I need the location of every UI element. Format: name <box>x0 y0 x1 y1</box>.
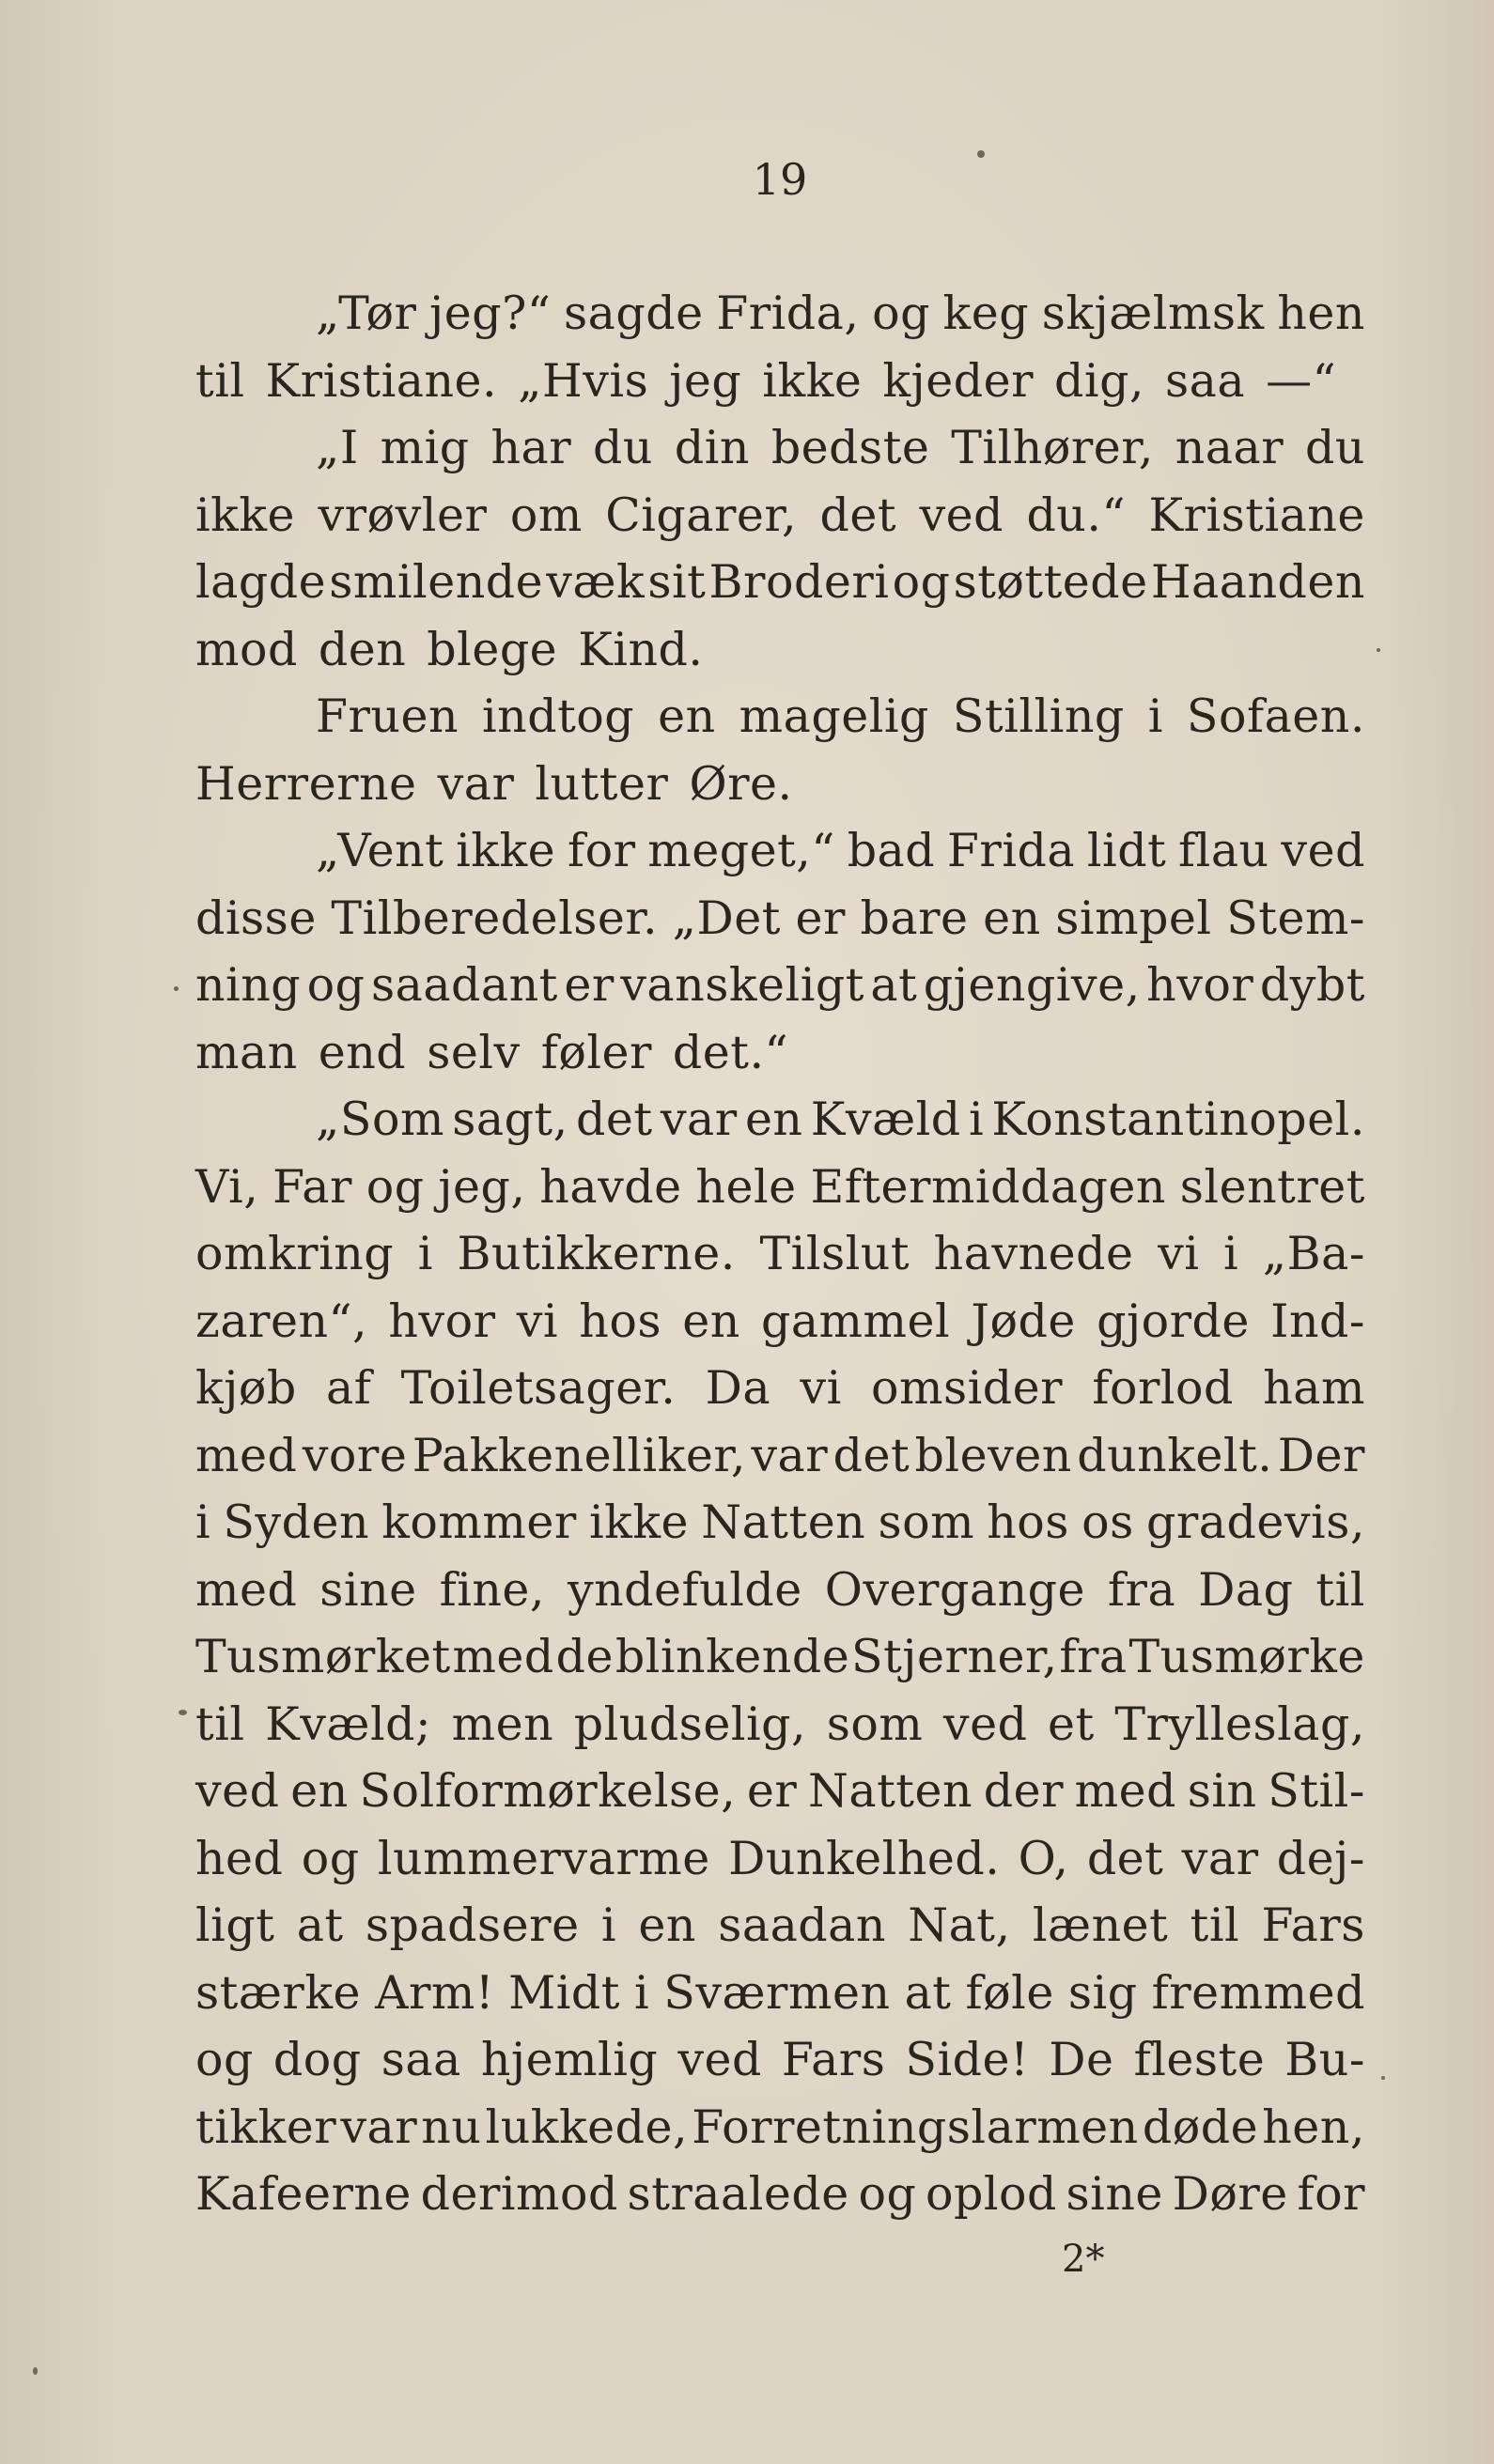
word: dunkelt. <box>1077 1428 1273 1482</box>
word: væk <box>546 555 646 609</box>
word: oplod <box>925 2167 1057 2221</box>
word: sagde <box>564 287 704 340</box>
word: saa <box>1165 353 1246 408</box>
word: fleste <box>1133 2033 1266 2086</box>
word: ikke <box>456 824 556 877</box>
word: men <box>451 1697 554 1751</box>
word: vanskeligt <box>620 958 864 1012</box>
word: ning <box>195 958 302 1012</box>
word: hos <box>987 1495 1069 1549</box>
word: flau <box>1178 824 1269 877</box>
word: blinkende <box>615 1630 850 1683</box>
word: sagt, <box>452 1093 568 1146</box>
word: indtog <box>482 690 635 743</box>
word: var <box>751 1428 829 1482</box>
word: i <box>1147 690 1163 743</box>
word: til <box>1190 1898 1240 1952</box>
paper-speck <box>1377 648 1380 652</box>
word: en <box>682 1294 740 1348</box>
text-line <box>195 1154 1365 1221</box>
text-line <box>195 1019 1365 1087</box>
word: Butikkerne. <box>457 1227 736 1280</box>
word: mig <box>380 421 470 474</box>
word: lænet <box>1032 1898 1169 1952</box>
word: i <box>634 1965 650 2020</box>
word: gammel <box>760 1294 951 1348</box>
word: Stjerner, <box>851 1630 1058 1683</box>
word: i <box>1223 1227 1239 1280</box>
paper-speck <box>174 986 179 991</box>
text-line <box>195 1623 1365 1691</box>
word: fra <box>1059 1630 1128 1683</box>
word: „Hvis <box>518 353 649 408</box>
word: Døre <box>1172 2167 1288 2221</box>
word: gjorde <box>1097 1294 1250 1348</box>
word: bare <box>860 891 969 945</box>
word: hen, <box>1262 2100 1365 2154</box>
word: Sofaen. <box>1186 690 1365 743</box>
word: det <box>1086 1831 1164 1885</box>
word: er <box>746 1764 798 1818</box>
word: vi <box>800 1361 842 1415</box>
word: en <box>983 891 1041 945</box>
word: lagde <box>195 555 327 609</box>
word: Syden <box>223 1495 370 1549</box>
word: ved <box>677 2033 762 2086</box>
word: saadan <box>718 1898 886 1952</box>
text-line <box>195 751 1365 818</box>
word: omkring <box>195 1227 395 1280</box>
word: med <box>195 1428 298 1482</box>
word: fine, <box>439 1562 546 1617</box>
text-line <box>195 817 1365 885</box>
word: du.“ <box>1026 488 1126 542</box>
word: Tilberedelser. <box>331 891 659 945</box>
text-line <box>195 885 1365 953</box>
word: bad <box>847 824 936 877</box>
word: „Tør <box>316 287 417 340</box>
word: Side! <box>905 2033 1030 2086</box>
word: spadsere <box>365 1898 580 1952</box>
word: lutter <box>535 756 669 811</box>
word: vi <box>1158 1227 1200 1280</box>
word: Ind- <box>1270 1294 1365 1348</box>
word: af <box>326 1361 372 1415</box>
word: vi <box>516 1294 559 1348</box>
word: Natten <box>701 1495 866 1549</box>
word: meget,“ <box>647 824 835 877</box>
word: de <box>555 1630 614 1683</box>
word: sit <box>647 555 707 609</box>
word: yndefulde <box>567 1562 802 1617</box>
text-line <box>195 683 1365 751</box>
text-line <box>195 1825 1365 1893</box>
word: dog <box>272 2033 362 2086</box>
word: fremmed <box>1151 1965 1365 2020</box>
word: hos <box>579 1294 661 1348</box>
word: ved <box>195 1764 280 1818</box>
word: Der <box>1277 1428 1365 1482</box>
word: Kind. <box>578 622 704 676</box>
word: til <box>195 1697 245 1751</box>
word: for <box>1297 2167 1365 2221</box>
word: vore <box>302 1428 408 1482</box>
word: hvor <box>388 1294 496 1348</box>
text-line <box>195 1086 1365 1154</box>
word: Trylleslag, <box>1114 1697 1365 1751</box>
word: Broderi <box>708 555 890 609</box>
word: O, <box>1018 1831 1069 1885</box>
word: Kristiane. <box>265 353 498 408</box>
word: skjælmsk <box>1041 287 1265 340</box>
word: lidt <box>1086 824 1167 877</box>
word: jeg, <box>438 1159 526 1214</box>
word: hen <box>1277 287 1365 340</box>
word: omsider <box>871 1361 1064 1415</box>
word: Midt <box>508 1965 620 2020</box>
word: Kafeerne <box>195 2167 412 2221</box>
word: var <box>1181 1831 1259 1885</box>
text-line <box>195 2161 1365 2228</box>
word: til <box>195 353 245 408</box>
word: Tusmørke <box>1128 1630 1365 1683</box>
page-number: 19 <box>752 154 808 205</box>
word: smilende <box>329 555 544 609</box>
word: saa <box>381 2033 461 2086</box>
word: Fars <box>781 2033 886 2086</box>
word: blege <box>427 622 558 676</box>
word: Jøde <box>971 1294 1076 1348</box>
word: straalede <box>627 2167 849 2221</box>
word: det.“ <box>672 1025 789 1079</box>
word: Øre. <box>689 756 793 811</box>
word: i <box>600 1898 617 1952</box>
word: zaren“, <box>195 1294 368 1348</box>
word: som <box>878 1495 975 1549</box>
text-line <box>195 2094 1365 2162</box>
word: dig, <box>1054 353 1145 408</box>
word: sine <box>319 1562 417 1617</box>
word: føler <box>540 1025 652 1079</box>
word: med <box>1074 1764 1177 1818</box>
word: gradevis, <box>1146 1495 1365 1549</box>
word: „Ba- <box>1262 1227 1365 1280</box>
word: med <box>452 1630 554 1683</box>
word: hjemlig <box>480 2033 659 2086</box>
word: Kristiane <box>1148 488 1365 542</box>
word: simpel <box>1055 891 1212 945</box>
word: og <box>858 2167 917 2221</box>
word: kjeder <box>882 353 1035 408</box>
word: Natten <box>808 1764 973 1818</box>
word: og <box>892 555 951 609</box>
word: ved <box>942 1697 1028 1751</box>
paper-speck <box>33 2367 38 2375</box>
word: Konstantinopel. <box>991 1093 1365 1146</box>
body-text <box>195 280 1365 2228</box>
word: det <box>819 488 897 542</box>
word: gjengive, <box>923 958 1141 1012</box>
word: det <box>833 1428 910 1482</box>
word: derimod <box>420 2167 618 2221</box>
word: med <box>195 1562 298 1617</box>
text-line <box>195 1220 1365 1288</box>
word: du <box>593 421 653 474</box>
word: keg <box>942 287 1030 340</box>
word: os <box>1082 1495 1134 1549</box>
word: Vi, <box>195 1159 259 1214</box>
word: har <box>490 421 572 474</box>
word: slentret <box>1179 1159 1365 1214</box>
word: for <box>567 824 636 877</box>
paper-speck <box>179 1710 187 1715</box>
word: stærke <box>195 1965 362 2020</box>
text-line <box>195 1489 1365 1557</box>
word: hvor <box>1146 958 1254 1012</box>
word: et <box>1048 1697 1095 1751</box>
text-line <box>195 952 1365 1019</box>
word: og <box>366 1159 425 1214</box>
word: sig <box>1067 1965 1138 2020</box>
word: lukkede, <box>485 2100 689 2154</box>
word: det <box>575 1093 653 1146</box>
word: Cigarer, <box>605 488 798 542</box>
word: selv <box>427 1025 521 1079</box>
word: føle <box>965 1965 1054 2020</box>
word: hele <box>695 1159 797 1214</box>
word: naar <box>1175 421 1284 474</box>
word: tikker <box>195 2100 337 2154</box>
text-line <box>195 616 1365 684</box>
word: kjøb <box>195 1361 297 1415</box>
word: Frida, <box>716 287 860 340</box>
text-line <box>195 1758 1365 1825</box>
word: jeg <box>669 353 742 408</box>
signature-mark: 2* <box>1062 2238 1105 2281</box>
word: en <box>744 1093 803 1146</box>
word: den <box>318 622 407 676</box>
word: og <box>301 1831 360 1885</box>
word: Frida <box>946 824 1076 877</box>
word: en <box>658 690 716 743</box>
word: som <box>826 1697 924 1751</box>
word: i <box>968 1093 985 1146</box>
word: ikke <box>588 1495 690 1549</box>
word: Forretningslarmen <box>692 2100 1139 2154</box>
word: sin <box>1187 1764 1257 1818</box>
word: lummervarme <box>377 1831 710 1885</box>
word: og <box>872 287 930 340</box>
word: Stil- <box>1268 1764 1365 1818</box>
word: døde <box>1142 2100 1259 2154</box>
word: Arm! <box>375 1965 495 2020</box>
word: Herrerne <box>195 756 417 811</box>
word: dej- <box>1276 1831 1365 1885</box>
word: mod <box>195 622 298 676</box>
word: du <box>1305 421 1365 474</box>
text-line <box>195 1960 1365 2027</box>
word: Far <box>272 1159 352 1214</box>
word: nu <box>421 2100 482 2154</box>
word: Overgange <box>824 1562 1085 1617</box>
word: var <box>437 756 515 811</box>
text-line <box>195 1691 1365 1759</box>
word: bleven <box>914 1428 1072 1482</box>
paper-speck <box>1381 2076 1385 2080</box>
word: Kvæld <box>810 1093 961 1146</box>
word: havde <box>539 1159 682 1214</box>
text-line <box>195 482 1365 550</box>
word: at <box>870 958 918 1012</box>
word: De <box>1049 2033 1114 2086</box>
word: Haanden <box>1150 555 1365 609</box>
word: Bu- <box>1284 2033 1365 2086</box>
word: var <box>340 2100 418 2154</box>
word: —“ <box>1266 353 1337 408</box>
word: ved <box>919 488 1004 542</box>
word: bedste <box>770 421 930 474</box>
word: er <box>795 891 846 945</box>
word: saadant <box>370 958 558 1012</box>
word: forlod <box>1092 1361 1234 1415</box>
word: til <box>1315 1562 1365 1617</box>
word: Tilhører, <box>951 421 1154 474</box>
word: pludselig, <box>573 1697 807 1751</box>
paper-speck <box>977 150 985 158</box>
word: var <box>660 1093 738 1146</box>
word: ham <box>1263 1361 1365 1415</box>
text-line <box>195 1288 1365 1356</box>
text-line <box>195 280 1365 348</box>
word: Solformørkelse, <box>359 1764 737 1818</box>
word: „I <box>316 421 359 474</box>
word: din <box>674 421 750 474</box>
word: at <box>904 1965 952 2020</box>
word: ikke <box>762 353 863 408</box>
word: Nat, <box>908 1898 1011 1952</box>
word: Tusmørket <box>195 1630 451 1683</box>
text-line <box>195 1355 1365 1422</box>
word: Fars <box>1261 1898 1365 1952</box>
word: støttede <box>953 555 1148 609</box>
text-line <box>195 549 1365 616</box>
word: ved <box>1281 824 1365 877</box>
word: „Vent <box>316 824 444 877</box>
word: jeg?“ <box>429 287 552 340</box>
word: ikke <box>195 488 296 542</box>
word: havnede <box>933 1227 1134 1280</box>
text-line <box>195 348 1365 415</box>
text-line <box>195 1422 1365 1490</box>
word: om <box>509 488 583 542</box>
word: at <box>296 1898 344 1952</box>
word: ligt <box>195 1898 275 1952</box>
word: sine <box>1066 2167 1163 2221</box>
word: vrøvler <box>318 488 488 542</box>
text-line <box>195 1557 1365 1624</box>
word: en <box>290 1764 349 1818</box>
word: Toiletsager. <box>400 1361 677 1415</box>
word: Da <box>705 1361 771 1415</box>
word: Dunkelhed. <box>728 1831 1001 1885</box>
word: er <box>564 958 615 1012</box>
word: og <box>195 2033 254 2086</box>
word: „Det <box>672 891 781 945</box>
word: og <box>306 958 366 1012</box>
word: magelig <box>739 690 929 743</box>
word: end <box>318 1025 407 1079</box>
word: Dag <box>1198 1562 1294 1617</box>
word: Pakkenelliker, <box>412 1428 746 1482</box>
word: Fruen <box>316 690 459 743</box>
text-line <box>195 2026 1365 2094</box>
word: der <box>983 1764 1064 1818</box>
word: Sværmen <box>663 1965 891 2020</box>
text-line <box>195 1892 1365 1960</box>
word: hed <box>195 1831 284 1885</box>
word: Tilslut <box>759 1227 910 1280</box>
word: en <box>638 1898 696 1952</box>
word: Stem- <box>1226 891 1365 945</box>
word: i <box>195 1495 211 1549</box>
word: Stilling <box>952 690 1125 743</box>
word: disse <box>195 891 317 945</box>
word: Kvæld; <box>265 1697 432 1751</box>
word: man <box>195 1025 298 1079</box>
word: Eftermiddagen <box>810 1159 1166 1214</box>
text-line <box>195 414 1365 482</box>
word: fra <box>1107 1562 1176 1617</box>
word: „Som <box>316 1093 444 1146</box>
word: kommer <box>381 1495 577 1549</box>
word: i <box>417 1227 433 1280</box>
word: dybt <box>1259 958 1365 1012</box>
